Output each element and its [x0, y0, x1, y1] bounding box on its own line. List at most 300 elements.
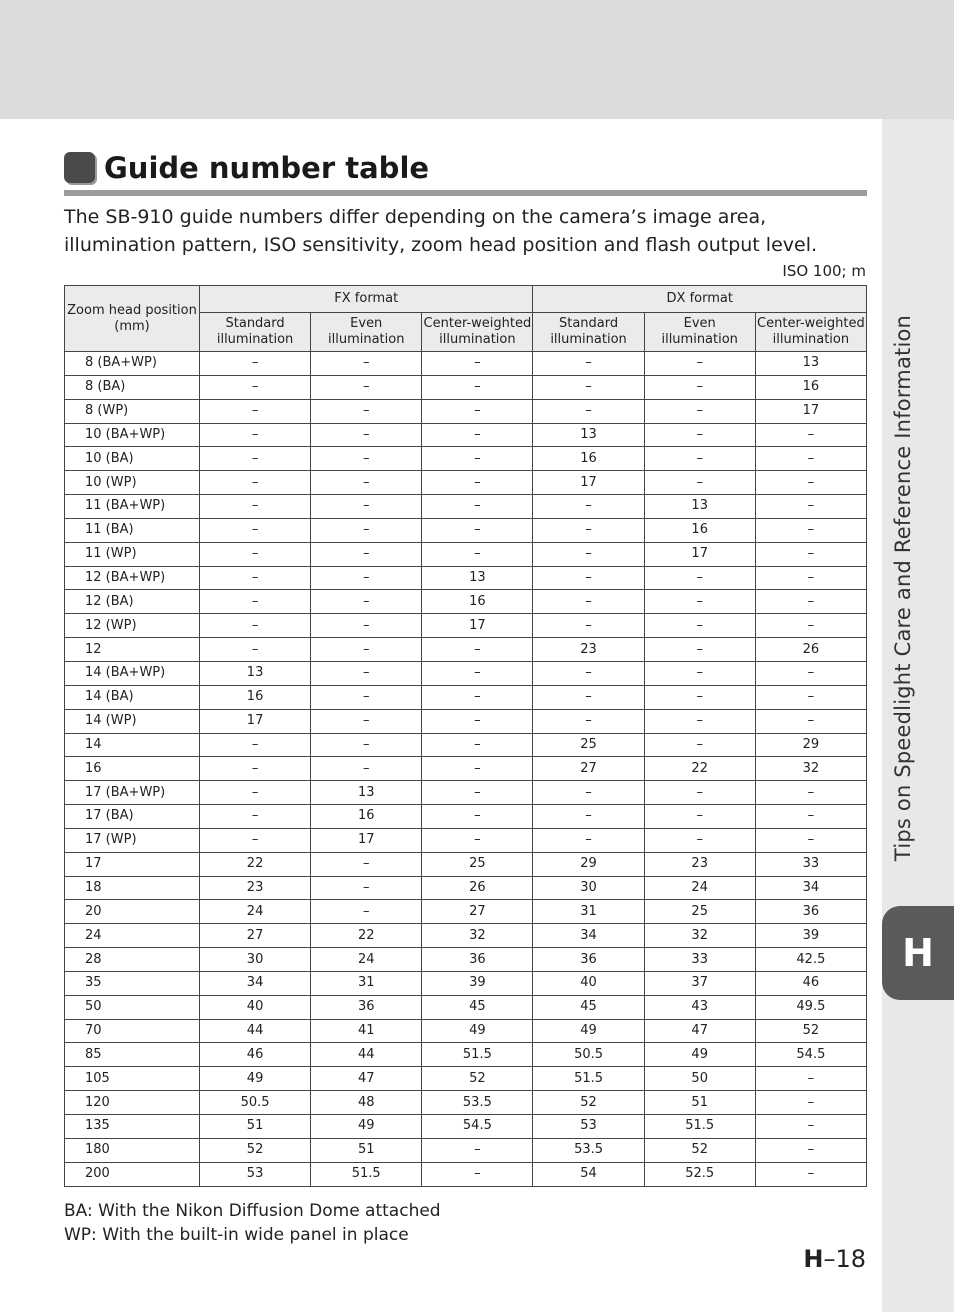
guide-number-cell: 40 [533, 971, 644, 995]
guide-number-cell: – [422, 781, 533, 805]
table-row [65, 1138, 867, 1162]
guide-number-cell: 34 [200, 971, 311, 995]
footnote-wp: WP: With the built-in wide panel in place [64, 1225, 409, 1245]
zoom-position-cell: 12 [65, 638, 200, 662]
guide-number-cell: 45 [533, 995, 644, 1019]
guide-number-cell: – [644, 661, 755, 685]
guide-number-cell: 33 [644, 948, 755, 972]
guide-number-cell: 22 [644, 757, 755, 781]
guide-number-cell: 30 [200, 948, 311, 972]
zoom-position-cell: 16 [65, 757, 200, 781]
guide-number-cell: 29 [533, 852, 644, 876]
guide-number-cell: 52 [755, 1019, 866, 1043]
guide-number-cell: – [644, 447, 755, 471]
guide-number-cell: 26 [755, 638, 866, 662]
guide-number-cell: 49 [644, 1043, 755, 1067]
guide-number-cell: – [755, 709, 866, 733]
guide-number-cell: – [422, 495, 533, 519]
guide-number-cell: – [311, 614, 422, 638]
guide-number-cell: 13 [200, 661, 311, 685]
guide-number-cell: 31 [533, 900, 644, 924]
guide-number-cell: – [755, 542, 866, 566]
guide-number-cell: – [644, 709, 755, 733]
zoom-position-cell: 17 (WP) [65, 828, 200, 852]
zoom-position-cell: 17 [65, 852, 200, 876]
guide-number-cell: 32 [422, 924, 533, 948]
guide-number-cell: 49 [533, 1019, 644, 1043]
guide-number-cell: – [311, 471, 422, 495]
page-number [803, 1245, 866, 1273]
table-row [65, 852, 867, 876]
guide-number-cell: – [644, 685, 755, 709]
guide-number-cell: – [644, 399, 755, 423]
guide-number-cell: – [311, 542, 422, 566]
guide-number-cell: 27 [200, 924, 311, 948]
table-row [65, 685, 867, 709]
guide-number-cell: 26 [422, 876, 533, 900]
guide-number-cell: – [644, 375, 755, 399]
guide-number-cell: – [200, 828, 311, 852]
table-row [65, 781, 867, 805]
guide-number-cell: 50.5 [533, 1043, 644, 1067]
guide-number-cell: – [200, 423, 311, 447]
guide-number-cell: 49 [311, 1115, 422, 1139]
guide-number-cell: – [755, 1091, 866, 1115]
table-row [65, 805, 867, 829]
table-row [65, 828, 867, 852]
guide-number-cell: – [422, 638, 533, 662]
guide-number-cell: – [422, 375, 533, 399]
guide-number-cell: – [755, 1115, 866, 1139]
guide-number-cell: – [311, 566, 422, 590]
guide-number-cell: – [755, 1067, 866, 1091]
chapter-tab[interactable] [882, 906, 954, 1000]
table-row [65, 471, 867, 495]
guide-number-cell: – [422, 542, 533, 566]
guide-number-cell: – [200, 805, 311, 829]
guide-number-cell: – [311, 852, 422, 876]
table-row [65, 1067, 867, 1091]
guide-number-cell: – [200, 542, 311, 566]
guide-number-cell: – [755, 423, 866, 447]
guide-number-cell: – [422, 352, 533, 376]
zoom-position-cell: 200 [65, 1162, 200, 1186]
guide-number-cell: – [533, 375, 644, 399]
guide-number-cell: 13 [422, 566, 533, 590]
zoom-position-cell: 8 (WP) [65, 399, 200, 423]
guide-number-cell: – [200, 495, 311, 519]
guide-number-cell: 34 [533, 924, 644, 948]
guide-number-cell: 32 [644, 924, 755, 948]
guide-number-cell: 27 [422, 900, 533, 924]
zoom-position-cell: 105 [65, 1067, 200, 1091]
guide-number-cell: 53 [200, 1162, 311, 1186]
guide-number-cell: – [644, 590, 755, 614]
guide-number-cell: – [533, 614, 644, 638]
table-row [65, 423, 867, 447]
guide-number-cell: 40 [200, 995, 311, 1019]
zoom-position-cell: 17 (BA) [65, 805, 200, 829]
chapter-tab-letter: H [902, 931, 934, 975]
guide-number-cell: 49 [200, 1067, 311, 1091]
guide-number-cell: – [200, 352, 311, 376]
guide-number-cell: – [644, 805, 755, 829]
table-row [65, 614, 867, 638]
guide-number-cell: – [200, 781, 311, 805]
header-band [0, 0, 954, 119]
guide-number-cell: 30 [533, 876, 644, 900]
guide-number-cell: – [644, 352, 755, 376]
table-row [65, 661, 867, 685]
guide-number-cell: 25 [422, 852, 533, 876]
guide-number-cell: 39 [422, 971, 533, 995]
guide-number-cell: 36 [755, 900, 866, 924]
guide-number-cell: – [200, 399, 311, 423]
guide-number-cell: – [755, 828, 866, 852]
guide-number-cell: 44 [200, 1019, 311, 1043]
guide-number-cell: – [533, 661, 644, 685]
title-divider [64, 190, 867, 196]
table-row [65, 542, 867, 566]
zoom-position-cell: 12 (BA+WP) [65, 566, 200, 590]
table-row [65, 876, 867, 900]
guide-number-cell: 17 [200, 709, 311, 733]
guide-number-cell: – [755, 447, 866, 471]
iso-note: ISO 100; m [782, 262, 866, 280]
dx-format-header: DX format [533, 286, 867, 313]
zoom-position-cell: 180 [65, 1138, 200, 1162]
guide-number-cell: 34 [755, 876, 866, 900]
guide-number-cell: – [200, 590, 311, 614]
zoom-position-cell: 14 [65, 733, 200, 757]
guide-number-cell: 47 [311, 1067, 422, 1091]
footnotes [64, 1199, 441, 1247]
guide-number-cell: 25 [644, 900, 755, 924]
guide-number-cell: – [533, 805, 644, 829]
guide-number-cell: – [533, 685, 644, 709]
guide-number-cell: – [755, 1138, 866, 1162]
guide-number-cell: – [311, 757, 422, 781]
guide-number-cell: – [200, 638, 311, 662]
guide-number-cell: – [422, 661, 533, 685]
sub-header: Center-weighted illumination [755, 313, 866, 352]
zoom-position-cell: 50 [65, 995, 200, 1019]
table-row [65, 518, 867, 542]
guide-number-cell: 51.5 [422, 1043, 533, 1067]
guide-number-cell: 36 [533, 948, 644, 972]
zoom-position-cell: 8 (BA+WP) [65, 352, 200, 376]
guide-number-cell: 53.5 [533, 1138, 644, 1162]
table-row [65, 1162, 867, 1186]
guide-number-cell: – [422, 828, 533, 852]
guide-number-cell: – [422, 1138, 533, 1162]
table-row [65, 375, 867, 399]
guide-number-cell: – [533, 352, 644, 376]
guide-number-cell: – [644, 638, 755, 662]
guide-number-cell: 51 [200, 1115, 311, 1139]
zoom-position-cell: 17 (BA+WP) [65, 781, 200, 805]
guide-number-cell: 44 [311, 1043, 422, 1067]
guide-number-cell: 24 [644, 876, 755, 900]
guide-number-cell: – [311, 423, 422, 447]
zoom-position-cell: 10 (BA+WP) [65, 423, 200, 447]
guide-number-cell: 36 [311, 995, 422, 1019]
guide-number-cell: 47 [644, 1019, 755, 1043]
guide-number-cell: – [755, 590, 866, 614]
table-row [65, 590, 867, 614]
guide-number-cell: 52 [422, 1067, 533, 1091]
zoom-position-cell: 70 [65, 1019, 200, 1043]
guide-number-cell: 17 [311, 828, 422, 852]
guide-number-cell: 32 [755, 757, 866, 781]
guide-number-cell: 17 [755, 399, 866, 423]
guide-number-cell: 51.5 [311, 1162, 422, 1186]
guide-number-cell: – [755, 566, 866, 590]
guide-number-cell: 25 [533, 733, 644, 757]
guide-number-cell: – [311, 638, 422, 662]
zoom-position-cell: 14 (WP) [65, 709, 200, 733]
guide-number-cell: – [200, 471, 311, 495]
table-row [65, 352, 867, 376]
guide-number-cell: 51 [311, 1138, 422, 1162]
zoom-position-cell: 24 [65, 924, 200, 948]
guide-number-cell: 23 [533, 638, 644, 662]
guide-number-cell: – [644, 781, 755, 805]
zoom-position-cell: 14 (BA) [65, 685, 200, 709]
guide-number-cell: – [644, 471, 755, 495]
guide-number-cell: – [533, 590, 644, 614]
guide-number-cell: – [533, 495, 644, 519]
guide-number-cell: 52.5 [644, 1162, 755, 1186]
guide-number-cell: – [533, 828, 644, 852]
guide-number-cell: – [311, 661, 422, 685]
page-letter: H [803, 1245, 824, 1273]
table-row [65, 495, 867, 519]
zoom-position-cell: 10 (WP) [65, 471, 200, 495]
guide-number-cell: 17 [644, 542, 755, 566]
guide-number-cell: – [755, 518, 866, 542]
table-row [65, 1019, 867, 1043]
zoom-position-cell: 12 (BA) [65, 590, 200, 614]
page-number-value: –18 [823, 1245, 866, 1273]
guide-number-cell: – [533, 542, 644, 566]
table-row [65, 733, 867, 757]
intro-paragraph: The SB-910 guide numbers differ depending on the camera’s image area, illumination pattern, ISO sensitivity, zoom head position and flash output level. [64, 206, 818, 256]
guide-number-cell: 13 [311, 781, 422, 805]
zoom-position-cell: 11 (BA+WP) [65, 495, 200, 519]
table-row [65, 948, 867, 972]
guide-number-cell: – [311, 375, 422, 399]
guide-number-cell: 46 [200, 1043, 311, 1067]
zoom-position-cell: 120 [65, 1091, 200, 1115]
guide-number-cell: 16 [533, 447, 644, 471]
guide-number-cell: 37 [644, 971, 755, 995]
zoom-position-cell: 11 (WP) [65, 542, 200, 566]
guide-number-cell: – [755, 1162, 866, 1186]
zoom-position-cell: 18 [65, 876, 200, 900]
guide-number-cell: 50 [644, 1067, 755, 1091]
guide-number-cell: – [311, 495, 422, 519]
guide-number-cell: – [311, 352, 422, 376]
guide-number-cell: 16 [422, 590, 533, 614]
guide-number-cell: – [644, 566, 755, 590]
guide-number-cell: – [200, 447, 311, 471]
table-row [65, 447, 867, 471]
table-row [65, 924, 867, 948]
guide-number-cell: – [422, 733, 533, 757]
guide-number-cell: 13 [644, 495, 755, 519]
zoom-position-cell: 135 [65, 1115, 200, 1139]
guide-number-cell: 53 [533, 1115, 644, 1139]
zoom-position-cell: 35 [65, 971, 200, 995]
guide-number-cell: 48 [311, 1091, 422, 1115]
zoom-position-cell: 8 (BA) [65, 375, 200, 399]
guide-number-cell: 43 [644, 995, 755, 1019]
zoom-position-cell: 14 (BA+WP) [65, 661, 200, 685]
zoom-position-cell: 28 [65, 948, 200, 972]
zoom-position-cell: 11 (BA) [65, 518, 200, 542]
table-row [65, 638, 867, 662]
table-row [65, 971, 867, 995]
guide-number-cell: – [311, 900, 422, 924]
guide-number-cell: – [311, 518, 422, 542]
guide-number-cell: – [422, 518, 533, 542]
footnote-ba: BA: With the Nikon Diffusion Dome attached [64, 1201, 441, 1221]
page-title: Guide number table [104, 151, 430, 185]
guide-number-cell: 22 [200, 852, 311, 876]
guide-number-cell: – [644, 733, 755, 757]
guide-number-cell: 24 [311, 948, 422, 972]
guide-number-cell: 29 [755, 733, 866, 757]
table-row [65, 1091, 867, 1115]
guide-number-cell: – [755, 781, 866, 805]
guide-number-cell: – [533, 566, 644, 590]
guide-number-cell: – [755, 685, 866, 709]
guide-number-cell: – [311, 399, 422, 423]
zoom-position-cell: 10 (BA) [65, 447, 200, 471]
sub-header: Center-weighted illumination [422, 313, 533, 352]
guide-number-cell: 51.5 [533, 1067, 644, 1091]
table-row [65, 900, 867, 924]
guide-number-cell: 17 [533, 471, 644, 495]
guide-number-cell: – [311, 733, 422, 757]
guide-number-cell: – [422, 709, 533, 733]
guide-number-cell: – [533, 399, 644, 423]
guide-number-table [64, 285, 867, 1187]
guide-number-cell: 41 [311, 1019, 422, 1043]
guide-number-cell: 23 [644, 852, 755, 876]
sub-header: Even illumination [311, 313, 422, 352]
table-row [65, 566, 867, 590]
guide-number-cell: 51.5 [644, 1115, 755, 1139]
zoom-position-cell: 85 [65, 1043, 200, 1067]
guide-number-cell: 50.5 [200, 1091, 311, 1115]
guide-number-cell: – [644, 828, 755, 852]
guide-number-cell: 16 [200, 685, 311, 709]
guide-number-cell: – [533, 518, 644, 542]
zoom-header: Zoom head position (mm) [65, 286, 200, 352]
guide-number-cell: 24 [200, 900, 311, 924]
guide-number-cell: 17 [422, 614, 533, 638]
table-row [65, 757, 867, 781]
guide-number-cell: 16 [755, 375, 866, 399]
guide-number-cell: – [200, 733, 311, 757]
sub-header: Even illumination [644, 313, 755, 352]
guide-number-cell: 45 [422, 995, 533, 1019]
guide-number-cell: 13 [755, 352, 866, 376]
guide-number-cell: 42.5 [755, 948, 866, 972]
guide-number-cell: – [422, 471, 533, 495]
guide-number-cell: – [533, 709, 644, 733]
guide-number-cell: – [311, 685, 422, 709]
guide-number-cell: – [311, 447, 422, 471]
guide-number-cell: 16 [311, 805, 422, 829]
guide-number-cell: – [422, 1162, 533, 1186]
guide-number-cell: 49 [422, 1019, 533, 1043]
guide-number-cell: 54 [533, 1162, 644, 1186]
guide-number-cell: – [200, 518, 311, 542]
guide-number-cell: – [422, 399, 533, 423]
guide-number-cell: 49.5 [755, 995, 866, 1019]
guide-number-cell: – [422, 685, 533, 709]
fx-format-header: FX format [200, 286, 533, 313]
table-row [65, 709, 867, 733]
guide-number-cell: – [311, 876, 422, 900]
guide-number-cell: – [755, 661, 866, 685]
guide-number-cell: 31 [311, 971, 422, 995]
guide-number-cell: – [422, 805, 533, 829]
sub-header: Standard illumination [533, 313, 644, 352]
guide-number-cell: 52 [200, 1138, 311, 1162]
guide-number-cell: – [200, 757, 311, 781]
guide-number-cell: 54.5 [422, 1115, 533, 1139]
chapter-title: Tips on Speedlight Care and Reference Information [891, 314, 915, 862]
guide-number-cell: – [755, 471, 866, 495]
guide-number-cell: – [533, 781, 644, 805]
guide-number-cell: – [755, 495, 866, 519]
table-row [65, 399, 867, 423]
table-row [65, 1043, 867, 1067]
guide-number-cell: – [200, 375, 311, 399]
guide-number-cell: – [200, 614, 311, 638]
guide-number-cell: – [755, 614, 866, 638]
guide-number-cell: 23 [200, 876, 311, 900]
guide-number-cell: 53.5 [422, 1091, 533, 1115]
guide-number-cell: – [200, 566, 311, 590]
guide-number-cell: – [755, 805, 866, 829]
guide-number-cell: 52 [533, 1091, 644, 1115]
guide-number-cell: – [311, 590, 422, 614]
guide-number-cell: 39 [755, 924, 866, 948]
guide-number-cell: 16 [644, 518, 755, 542]
guide-number-cell: 51 [644, 1091, 755, 1115]
guide-number-cell: – [422, 757, 533, 781]
guide-number-cell: 27 [533, 757, 644, 781]
guide-number-cell: 22 [311, 924, 422, 948]
guide-number-cell: 33 [755, 852, 866, 876]
guide-number-cell: – [644, 614, 755, 638]
section-bullet-icon [64, 152, 95, 183]
guide-number-cell: 13 [533, 423, 644, 447]
guide-number-cell: 36 [422, 948, 533, 972]
table-row [65, 1115, 867, 1139]
guide-number-cell: 54.5 [755, 1043, 866, 1067]
guide-number-cell: 46 [755, 971, 866, 995]
guide-number-cell: – [422, 423, 533, 447]
guide-number-cell: – [644, 423, 755, 447]
sub-header: Standard illumination [200, 313, 311, 352]
zoom-position-cell: 12 (WP) [65, 614, 200, 638]
